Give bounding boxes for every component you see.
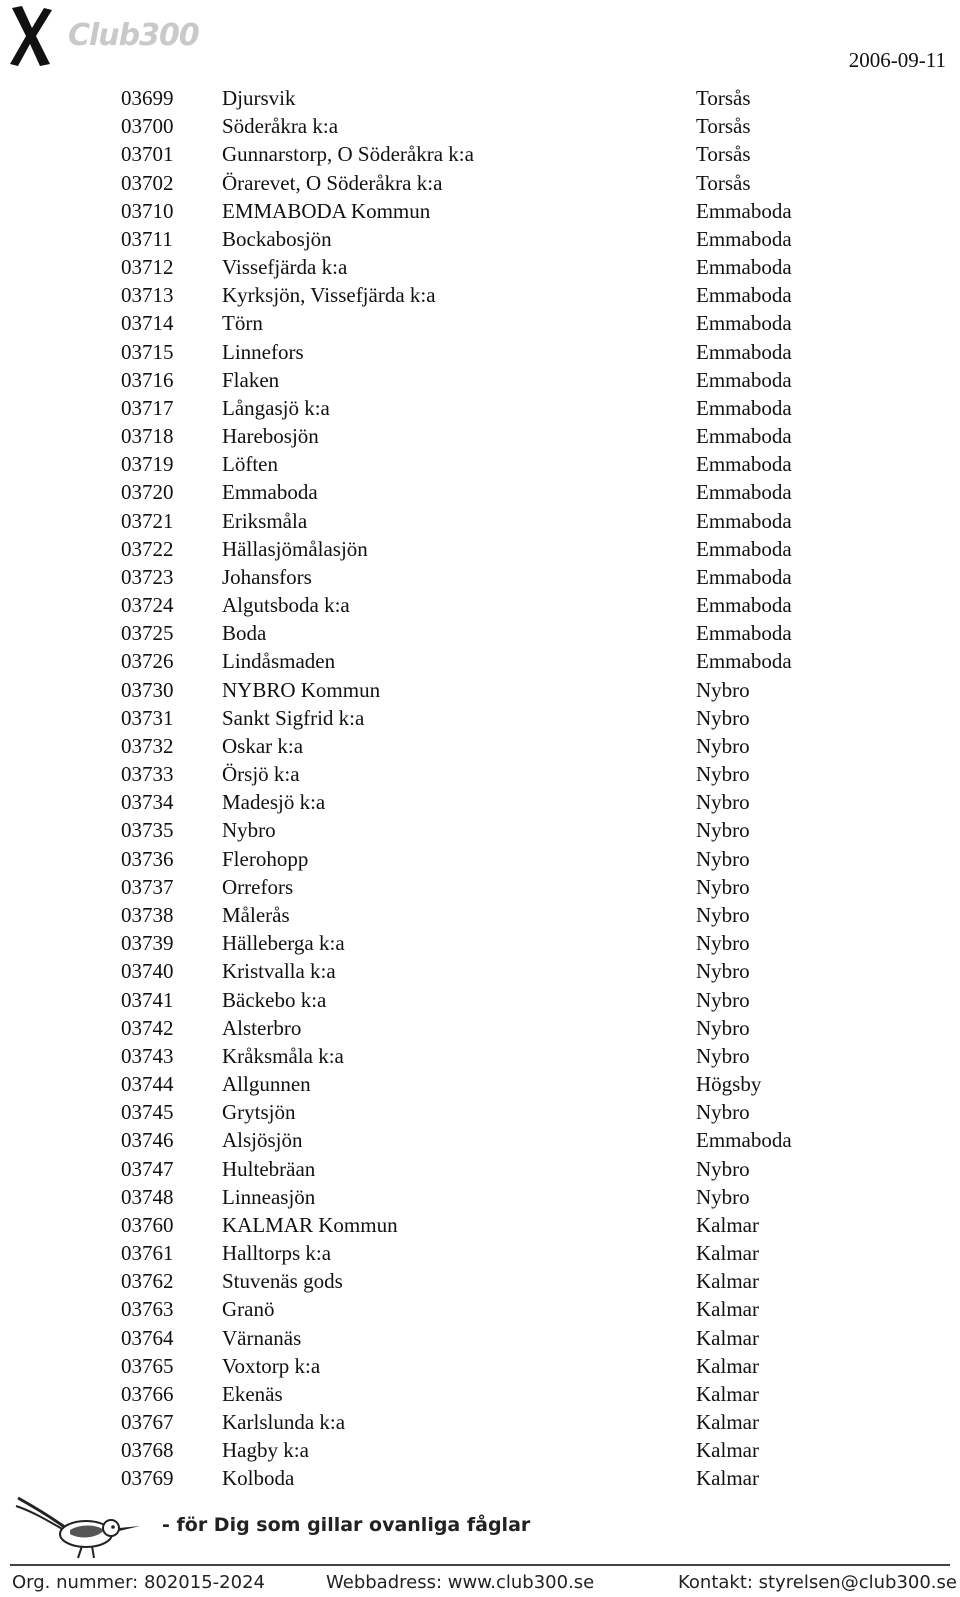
site-name: Grytsjön	[222, 1100, 296, 1125]
list-item	[0, 591, 960, 619]
site-number: 03710	[121, 198, 174, 223]
site-number: 03736	[121, 846, 174, 871]
contact-email[interactable]: Kontakt: styrelsen@club300.se	[678, 1572, 957, 1593]
site-name: Lindåsmaden	[222, 649, 336, 674]
site-number: 03731	[121, 705, 174, 730]
site-number: 03741	[121, 987, 174, 1012]
municipality: Nybro	[696, 846, 750, 871]
site-number: 03719	[121, 452, 174, 477]
list-item	[0, 338, 960, 366]
site-name: Allgunnen	[222, 1072, 311, 1097]
site-number: 03699	[121, 86, 174, 110]
site-name: Gunnarstorp, O Söderåkra k:a	[222, 142, 474, 167]
municipality: Nybro	[696, 677, 750, 702]
list-item	[0, 478, 960, 506]
document-date: 2006-09-11	[848, 48, 946, 72]
site-number: 03702	[121, 170, 174, 195]
municipality: Emmaboda	[696, 621, 792, 646]
site-number: 03718	[121, 424, 174, 449]
municipality: Nybro	[696, 931, 750, 956]
site-name: Algutsboda k:a	[222, 593, 350, 618]
municipality: Kalmar	[696, 1212, 759, 1237]
list-item	[0, 450, 960, 478]
site-number: 03743	[121, 1043, 174, 1068]
site-name: Hällasjömålasjön	[222, 536, 368, 561]
municipality: Emmaboda	[696, 480, 792, 505]
municipality: Nybro	[696, 790, 750, 815]
municipality: Kalmar	[696, 1353, 759, 1378]
site-name: Johansfors	[222, 564, 312, 589]
municipality: Nybro	[696, 987, 750, 1012]
list-item	[0, 1436, 960, 1464]
municipality: Nybro	[696, 733, 750, 758]
site-name: Flaken	[222, 367, 280, 392]
list-item	[0, 1155, 960, 1183]
list-item	[0, 1042, 960, 1070]
municipality: Emmaboda	[696, 367, 792, 392]
municipality: Torsås	[696, 142, 751, 167]
site-name: Söderåkra k:a	[222, 114, 339, 139]
site-name: Djursvik	[222, 86, 296, 110]
list-item	[0, 507, 960, 535]
x-logo-icon	[6, 4, 62, 68]
site-number: 03746	[121, 1128, 174, 1153]
bird-icon	[14, 1494, 154, 1560]
site-name: Löften	[222, 452, 278, 477]
municipality: Emmaboda	[696, 1128, 792, 1153]
site-number: 03767	[121, 1410, 174, 1435]
site-number: 03745	[121, 1100, 174, 1125]
municipality: Nybro	[696, 705, 750, 730]
site-name: EMMABODA Kommun	[222, 198, 431, 223]
site-name: Bäckebo k:a	[222, 987, 327, 1012]
municipality: Torsås	[696, 114, 751, 139]
municipality: Emmaboda	[696, 198, 792, 223]
site-number: 03737	[121, 874, 174, 899]
list-item	[0, 197, 960, 225]
municipality: Emmaboda	[696, 339, 792, 364]
site-name: Oskar k:a	[222, 733, 304, 758]
list-item	[0, 986, 960, 1014]
municipality: Emmaboda	[696, 395, 792, 420]
site-number: 03716	[121, 367, 174, 392]
site-number: 03761	[121, 1241, 174, 1266]
site-name: Kråksmåla k:a	[222, 1043, 344, 1068]
site-number: 03721	[121, 508, 174, 533]
municipality: Emmaboda	[696, 536, 792, 561]
site-number: 03766	[121, 1381, 174, 1406]
municipality: Nybro	[696, 1015, 750, 1040]
footer	[0, 1572, 960, 1596]
site-number: 03747	[121, 1156, 174, 1181]
site-number: 03734	[121, 790, 174, 815]
municipality: Kalmar	[696, 1325, 759, 1350]
site-number: 03730	[121, 677, 174, 702]
list-item	[0, 1183, 960, 1211]
site-number: 03712	[121, 255, 174, 280]
site-name: Hälleberga k:a	[222, 931, 345, 956]
list-item	[0, 1464, 960, 1492]
municipality: Kalmar	[696, 1241, 759, 1266]
site-name: Törn	[222, 311, 263, 336]
list-item	[0, 732, 960, 760]
list-item	[0, 676, 960, 704]
municipality: Nybro	[696, 1156, 750, 1181]
list-item	[0, 1324, 960, 1352]
site-name: Kyrksjön, Vissefjärda k:a	[222, 283, 436, 308]
site-number: 03726	[121, 649, 174, 674]
site-number: 03762	[121, 1269, 174, 1294]
site-name: Sankt Sigfrid k:a	[222, 705, 365, 730]
list-item	[0, 422, 960, 450]
site-name: Örsjö k:a	[222, 762, 300, 787]
site-number: 03765	[121, 1353, 174, 1378]
site-number: 03744	[121, 1072, 174, 1097]
site-number: 03764	[121, 1325, 174, 1350]
website-address[interactable]: Webbadress: www.club300.se	[326, 1572, 595, 1593]
list-item	[0, 366, 960, 394]
municipality: Emmaboda	[696, 564, 792, 589]
site-name: Kristvalla k:a	[222, 959, 336, 984]
site-name: Linneasjön	[222, 1184, 316, 1209]
list-item	[0, 647, 960, 675]
municipality: Emmaboda	[696, 649, 792, 674]
list-item	[0, 563, 960, 591]
site-name: Värnanäs	[222, 1325, 302, 1350]
municipality: Kalmar	[696, 1410, 759, 1435]
site-name: Hultebräan	[222, 1156, 316, 1181]
site-name: Linnefors	[222, 339, 304, 364]
site-name: Orrefors	[222, 874, 294, 899]
site-number: 03722	[121, 536, 174, 561]
municipality: Emmaboda	[696, 226, 792, 251]
list-item	[0, 873, 960, 901]
list-item	[0, 1408, 960, 1436]
municipality: Kalmar	[696, 1438, 759, 1463]
site-name: Boda	[222, 621, 267, 646]
site-number: 03768	[121, 1438, 174, 1463]
list-item	[0, 309, 960, 337]
municipality: Kalmar	[696, 1297, 759, 1322]
municipality: Nybro	[696, 902, 750, 927]
site-name: Flerohopp	[222, 846, 309, 871]
site-name: Ekenäs	[222, 1381, 283, 1406]
site-number: 03748	[121, 1184, 174, 1209]
list-item	[0, 788, 960, 816]
site-number: 03760	[121, 1212, 174, 1237]
list-item	[0, 957, 960, 985]
list-item	[0, 1126, 960, 1154]
site-name: KALMAR Kommun	[222, 1212, 398, 1237]
list-item	[0, 1267, 960, 1295]
site-list	[0, 84, 960, 1493]
municipality: Kalmar	[696, 1269, 759, 1294]
municipality: Emmaboda	[696, 593, 792, 618]
municipality: Emmaboda	[696, 508, 792, 533]
list-item	[0, 1211, 960, 1239]
site-number: 03742	[121, 1015, 174, 1040]
site-name: Kolboda	[222, 1466, 295, 1491]
footer-divider	[10, 1564, 950, 1566]
list-item	[0, 619, 960, 647]
site-number: 03738	[121, 902, 174, 927]
municipality: Nybro	[696, 874, 750, 899]
municipality: Emmaboda	[696, 283, 792, 308]
list-item	[0, 845, 960, 873]
list-item	[0, 281, 960, 309]
site-name: Bockabosjön	[222, 226, 332, 251]
list-item	[0, 760, 960, 788]
site-name: Eriksmåla	[222, 508, 308, 533]
list-item	[0, 112, 960, 140]
site-number: 03701	[121, 142, 174, 167]
site-name: NYBRO Kommun	[222, 677, 381, 702]
list-item	[0, 84, 960, 112]
site-name: Harebosjön	[222, 424, 319, 449]
site-number: 03713	[121, 283, 174, 308]
municipality: Kalmar	[696, 1381, 759, 1406]
site-number: 03739	[121, 931, 174, 956]
list-item	[0, 1098, 960, 1126]
site-name: Örarevet, O Söderåkra k:a	[222, 170, 443, 195]
site-name: Emmaboda	[222, 480, 318, 505]
list-item	[0, 140, 960, 168]
site-number: 03714	[121, 311, 174, 336]
site-number: 03724	[121, 593, 174, 618]
municipality: Nybro	[696, 762, 750, 787]
site-number: 03715	[121, 339, 174, 364]
municipality: Torsås	[696, 170, 751, 195]
list-item	[0, 169, 960, 197]
municipality: Nybro	[696, 1043, 750, 1068]
list-item	[0, 1295, 960, 1323]
municipality: Emmaboda	[696, 424, 792, 449]
logo-text: Club300	[68, 18, 199, 53]
list-item	[0, 816, 960, 844]
municipality: Torsås	[696, 86, 751, 110]
list-item	[0, 704, 960, 732]
municipality: Högsby	[696, 1072, 762, 1097]
site-number: 03723	[121, 564, 174, 589]
municipality: Emmaboda	[696, 255, 792, 280]
municipality: Emmaboda	[696, 452, 792, 477]
site-name: Vissefjärda k:a	[222, 255, 348, 280]
site-number: 03732	[121, 733, 174, 758]
site-number: 03763	[121, 1297, 174, 1322]
municipality: Nybro	[696, 818, 750, 843]
site-name: Alsterbro	[222, 1015, 302, 1040]
site-name: Granö	[222, 1297, 275, 1322]
municipality: Kalmar	[696, 1466, 759, 1491]
tagline: - för Dig som gillar ovanliga fåglar	[162, 1514, 531, 1536]
site-name: Stuvenäs gods	[222, 1269, 343, 1294]
municipality: Emmaboda	[696, 311, 792, 336]
list-item	[0, 225, 960, 253]
list-item	[0, 1070, 960, 1098]
site-number: 03720	[121, 480, 174, 505]
list-item	[0, 1014, 960, 1042]
site-name: Hagby k:a	[222, 1438, 309, 1463]
municipality: Nybro	[696, 959, 750, 984]
site-number: 03733	[121, 762, 174, 787]
site-name: Nybro	[222, 818, 276, 843]
site-number: 03735	[121, 818, 174, 843]
site-number: 03700	[121, 114, 174, 139]
site-name: Målerås	[222, 902, 290, 927]
site-number: 03725	[121, 621, 174, 646]
municipality: Nybro	[696, 1184, 750, 1209]
list-item	[0, 929, 960, 957]
list-item	[0, 1352, 960, 1380]
site-name: Halltorps k:a	[222, 1241, 332, 1266]
site-name: Karlslunda k:a	[222, 1410, 346, 1435]
site-number: 03717	[121, 395, 174, 420]
club300-logo	[6, 4, 226, 68]
site-name: Voxtorp k:a	[222, 1353, 321, 1378]
list-item	[0, 535, 960, 563]
site-number: 03740	[121, 959, 174, 984]
site-number: 03769	[121, 1466, 174, 1491]
municipality: Nybro	[696, 1100, 750, 1125]
site-name: Alsjösjön	[222, 1128, 303, 1153]
site-name: Långasjö k:a	[222, 395, 330, 420]
list-item	[0, 253, 960, 281]
site-number: 03711	[121, 226, 173, 251]
list-item	[0, 1380, 960, 1408]
list-item	[0, 394, 960, 422]
list-item	[0, 901, 960, 929]
org-number: Org. nummer: 802015-2024	[12, 1572, 265, 1593]
site-name: Madesjö k:a	[222, 790, 326, 815]
list-item	[0, 1239, 960, 1267]
